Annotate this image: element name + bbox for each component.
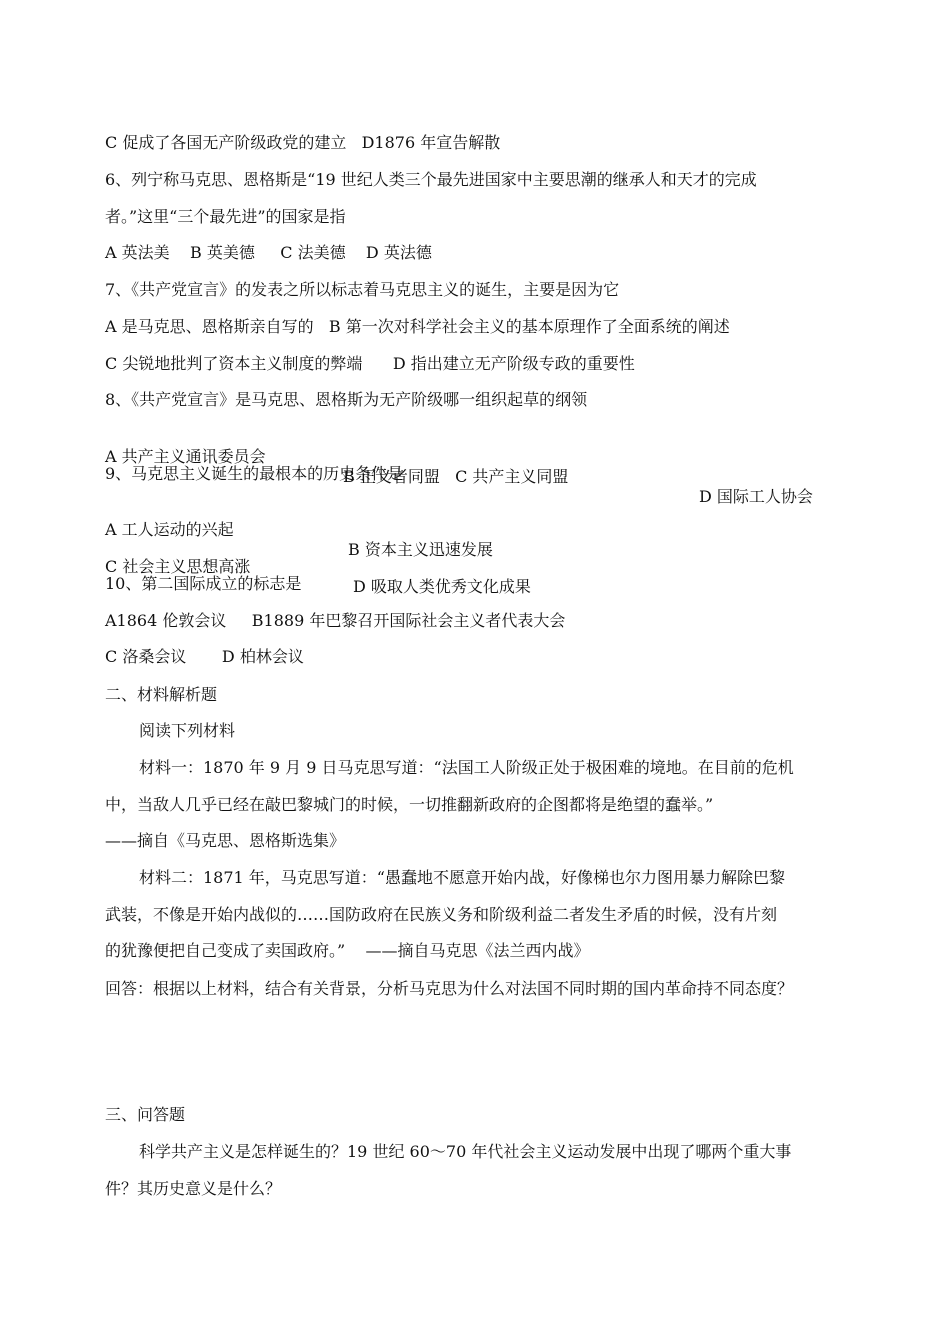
material-1: 材料一：1870 年 9 月 9 日马克思写道：“法国工人阶级正处于极困难的境地。在目前的危机	[139, 758, 794, 777]
q9-option-a: A 工人运动的兴起	[105, 520, 234, 539]
q8-option-a: A 共产主义通讯委员会	[105, 447, 266, 466]
material-2-cont: 武装，不像是开始内战似的……国防政府在民族义务和阶级利益二者发生矛盾的时候，没有片刻	[105, 905, 778, 924]
q8-stem: 8、《共产党宣言》是马克思、恩格斯为无产阶级哪一组织起草的纲领	[105, 390, 588, 409]
section-heading-3: 三、问答题	[105, 1105, 186, 1124]
q10-option-a-b: A1864 伦敦会议 B1889 年巴黎召开国际社会主义者代表大会	[105, 611, 566, 630]
material-intro: 阅读下列材料	[139, 721, 236, 740]
q5-option-c-d: C 促成了各国无产阶级政党的建立 D1876 年宣告解散	[105, 133, 501, 152]
q6-stem-cont: 者。”这里“三个最先进”的国家是指	[105, 207, 346, 226]
q10-option-c-d: C 洛桑会议 D 柏林会议	[105, 647, 304, 666]
q9-stem: 9、马克思主义诞生的最根本的历史条件是	[105, 464, 404, 483]
q7-option-c-d: C 尖锐地批判了资本主义制度的弊端 D 指出建立无产阶级专政的重要性	[105, 354, 635, 373]
q6-stem: 6、列宁称马克思、恩格斯是“19 世纪人类三个最先进国家中主要思潮的继承人和天才的完成	[105, 170, 757, 189]
material-1-source: ——摘自《马克思、恩格斯选集》	[105, 831, 346, 850]
q8-option-d: D 国际工人协会	[699, 487, 813, 506]
essay-question: 科学共产主义是怎样诞生的？19 世纪 60～70 年代社会主义运动发展中出现了哪两个重大事	[139, 1142, 792, 1161]
q10-stem: 10、第二国际成立的标志是	[105, 574, 302, 593]
essay-question-cont: 件？其历史意义是什么？	[105, 1179, 282, 1198]
q9-option-d: D 吸取人类优秀文化成果	[353, 577, 531, 596]
material-question: 回答：根据以上材料，结合有关背景，分析马克思为什么对法国不同时期的国内革命持不同态度？	[105, 979, 794, 998]
material-2: 材料二：1871 年，马克思写道：“愚蠢地不愿意开始内战，好像梯也尔力图用暴力解除巴黎	[139, 868, 785, 887]
q6-options: A 英法美 B 英美德 C 法美德 D 英法德	[105, 243, 432, 262]
material-1-cont: 中，当敌人几乎已经在敲巴黎城门的时候，一切推翻新政府的企图都将是绝望的蠢举。”	[105, 795, 714, 814]
q9-option-c: C 社会主义思想高涨	[105, 557, 251, 576]
q7-option-a-b: A 是马克思、恩格斯亲自写的 B 第一次对科学社会主义的基本原理作了全面系统的阐述	[105, 317, 730, 336]
q9-option-b: B 资本主义迅速发展	[348, 540, 493, 559]
section-heading-2: 二、材料解析题	[105, 685, 218, 704]
material-2-source: 的犹豫便把自己变成了卖国政府。” ——摘自马克思《法兰西内战》	[105, 941, 590, 960]
q7-stem: 7、《共产党宣言》的发表之所以标志着马克思主义的诞生，主要是因为它	[105, 280, 620, 299]
q8-option-b-c: B 正义者同盟 C 共产主义同盟	[343, 467, 569, 486]
